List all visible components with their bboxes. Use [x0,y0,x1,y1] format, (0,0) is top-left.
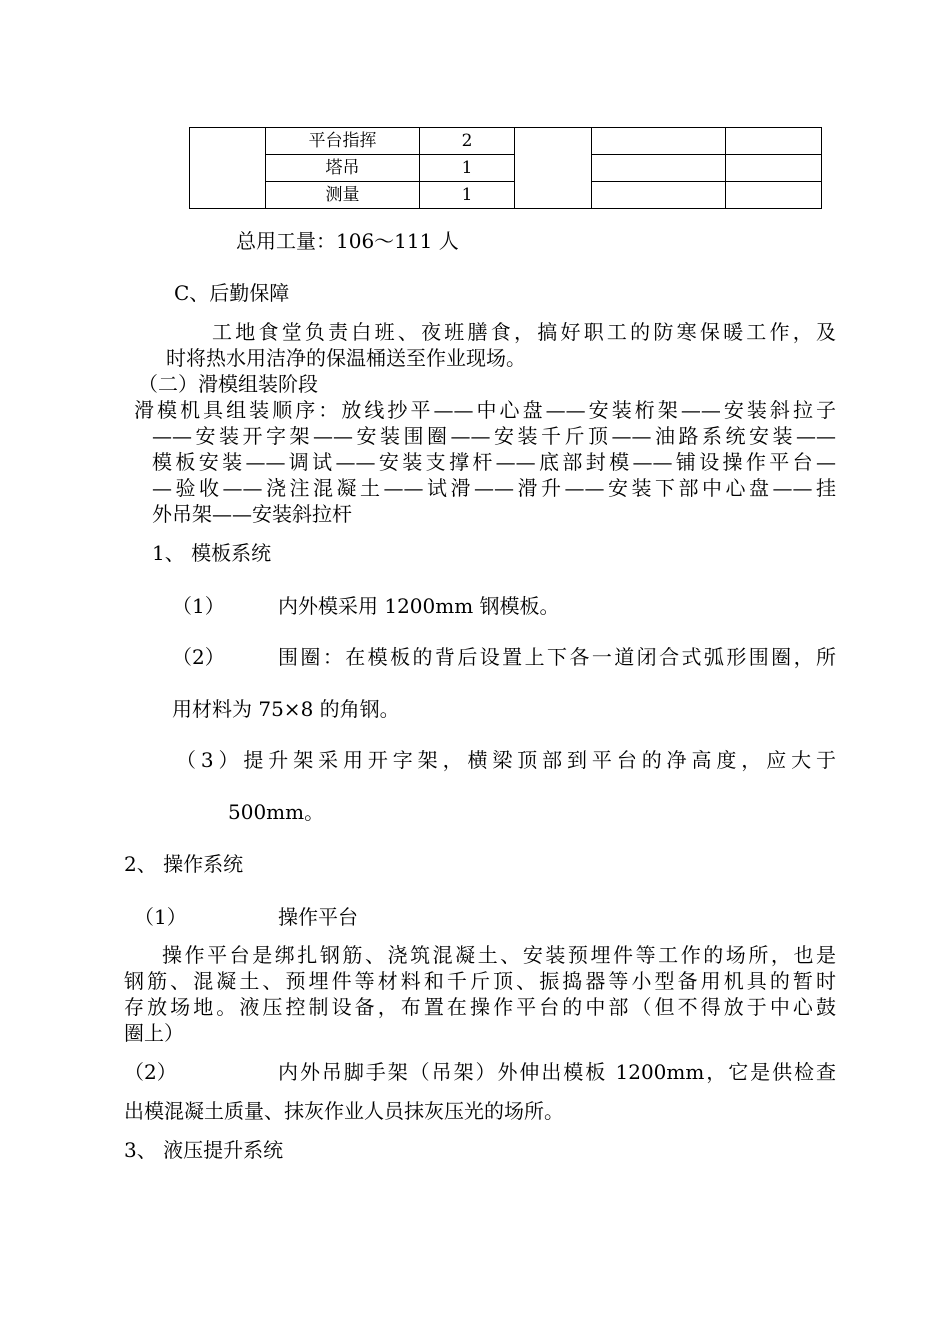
paragraph-line: 圈上） [124,1021,184,1045]
item-text-continued: 500mm。 [228,800,325,824]
staffing-table [189,127,822,209]
item-text: 内外吊脚手架（吊架）外伸出模板 1200mm，它是供检查 [278,1060,836,1084]
table-cell-empty [515,128,592,209]
paragraph-line: 存放场地。液压控制设备，布置在操作平台的中部（但不得放于中心鼓 [124,995,836,1019]
sequence-line: —验收——浇注混凝土——试滑——滑升——安装下部中心盘——挂 [152,476,836,500]
sequence-line: 外吊架——安装斜拉杆 [152,502,352,526]
paragraph-line: 钢筋、混凝土、预埋件等材料和千斤顶、振捣器等小型备用机具的暂时 [124,969,836,993]
item-number: （1） [172,594,225,618]
sequence-line: ——安装开字架——安装围圈——安装千斤顶——油路系统安装—— [152,424,836,448]
table-cell-role: 平台指挥 [266,128,420,155]
item-number: （1） [134,905,187,929]
table-row [190,182,822,209]
table-cell-count: 2 [420,128,515,155]
item-text: 操作平台 [278,905,358,929]
table-cell-empty [592,128,726,155]
section-c-para-line: 工地食堂负责白班、夜班膳食，搞好职工的防寒保暖工作，及 [212,320,836,344]
total-labor: 总用工量：106～111 人 [236,229,459,253]
table-cell-role: 塔吊 [266,155,420,182]
section-2-title: 2、 操作系统 [124,852,244,876]
table-row [190,128,822,155]
table-cell-empty [726,182,822,209]
section-c-para-line: 时将热水用洁净的保温桶送至作业现场。 [166,346,526,370]
paragraph-line: 操作平台是绑扎钢筋、浇筑混凝土、安装预埋件等工作的场所，也是 [162,943,836,967]
item-number: （2） [172,645,225,669]
table-row [190,155,822,182]
sequence-line: 模板安装——调试——安装支撑杆——底部封模——铺设操作平台— [152,450,836,474]
item-text: （3）提升架采用开字架，横梁顶部到平台的净高度，应大于 [176,748,836,772]
item-text-continued: 出模混凝土质量、抹灰作业人员抹灰压光的场所。 [124,1099,564,1123]
table-cell-count: 1 [420,182,515,209]
table-cell-count: 1 [420,155,515,182]
section-c-title: C、后勤保障 [174,281,290,305]
section-1-title: 1、 模板系统 [152,541,272,565]
stage2-title: （二）滑模组装阶段 [138,372,318,396]
item-text: 围圈：在模板的背后设置上下各一道闭合式弧形围圈，所 [278,645,836,669]
section-3-title: 3、 液压提升系统 [124,1138,284,1162]
sequence-line: 滑模机具组装顺序：放线抄平——中心盘——安装桁架——安装斜拉子 [134,398,836,422]
table-cell-empty [726,155,822,182]
table-cell-empty [592,182,726,209]
table-cell-empty [190,128,266,209]
item-text: 内外模采用 1200mm 钢模板。 [278,594,560,618]
table-cell-empty [726,128,822,155]
table-cell-role: 测量 [266,182,420,209]
item-text-continued: 用材料为 75×8 的角钢。 [172,697,400,721]
item-number: （2） [124,1060,177,1084]
table-cell-empty [592,155,726,182]
